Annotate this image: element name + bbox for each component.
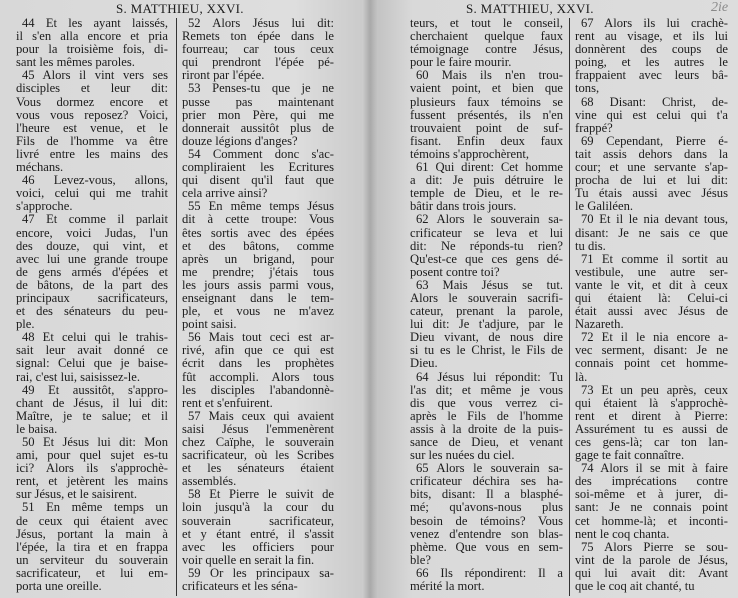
text-line: méchans. [16,161,64,175]
text-line: écrit dans les prophètes [182,357,334,371]
text-line: plusieurs faux témoins se [410,95,563,109]
text-line: vint de la parole de Jésus, [575,553,728,567]
text-line: voir quelle en serait la fin. [182,553,315,567]
text-line: trouvaient point de suf- [410,121,563,135]
text-line: témoins s'approchèrent, [410,147,530,161]
text-line: crificateur déchira ses ha- [410,475,563,489]
text-line: connais point cet homme- [575,357,728,371]
text-line: 73 Et un peu après, ceux [581,383,728,397]
text-line: chez Caïphe, le souverain [182,436,334,449]
text-line: bits, disant: Il a blasphé- [410,488,563,502]
text-line: et les sénateurs étaient [182,462,334,476]
text-line: qui lui avait dit: Avant [575,566,728,580]
text-line: 68 Disant: Christ, de- [581,95,728,109]
text-line: sant les mêmes paroles. [16,56,135,70]
text-line: 51 En même temps un [22,501,168,515]
right-running-header: S. MATTHIEU, XXVI. [466,1,594,16]
text-line: donnerait aussitôt plus de [182,121,334,135]
book-gutter [362,0,378,598]
text-line: 46 Levez-vous, allons, [22,174,168,188]
text-line: sur les nuées du ciel. [410,449,515,463]
text-line: le baisa. [16,422,58,436]
text-line: tu dis. [575,239,606,253]
text-line: porta une oreille. [16,580,102,594]
text-line: Tu étais aussi avec Jésus [575,187,728,201]
text-line: des douze, qui vint, et [16,239,168,253]
text-line: riront par l'épée. [182,69,265,83]
text-line: Assurément tu es aussi de [575,422,728,436]
text-line: fussent présentés, ils n'en [410,108,563,122]
text-line: tons, [575,82,600,96]
text-line: saisi Jésus l'emmenèrent [182,422,334,436]
text-line: chant de Jésus, il lui dit: [16,396,168,410]
text-line: et des bâtons, comme [182,239,334,253]
text-line: 70 Et il le nia devant tous, [581,213,728,227]
text-line: 55 En même temps Jésus [188,200,334,214]
text-column-2 [182,17,334,593]
text-line: des imprécations contre [575,475,728,489]
text-line: vestibule, une autre ser- [575,265,728,279]
text-line: 54 Comment donc s'ac- [188,147,334,161]
column-rule [176,18,177,596]
text-line: cela arrive ainsi? [182,187,268,201]
text-line: encore, voici Judas, l'un [16,226,168,240]
text-line: phème. Que vous en sem- [410,540,563,554]
text-line: les disciples l'abandonnè- [182,383,334,397]
text-line: était aussi avec Jésus de [575,305,728,319]
text-line: 57 Mais ceux qui avaient [188,409,334,423]
text-line: 74 Alors il se mit à faire [581,462,728,476]
text-column-3 [410,17,563,593]
text-line: avec lui une grande troupe [16,252,168,266]
text-line: Jésus, portant la main à [16,527,168,541]
text-column-4 [575,17,728,593]
text-line: disant: Je ne sais ce que [575,226,728,240]
text-line: qui étaient là: Celui-ci [575,291,728,305]
text-line: teurs, et tout le conseil, [410,17,563,30]
text-line: 72 Et il le nia encore a- [581,331,728,345]
text-line: 67 Alors ils lui crachè- [581,17,728,30]
text-line: bâtir dans trois jours. [410,200,517,214]
text-line: 75 Alors Pierre se sou- [581,540,728,554]
text-line: 60 Mais ils n'en trou- [416,69,563,83]
text-line: après le Fils de l'homme [410,409,563,423]
text-line: de gens armés d'épées et [16,265,168,279]
text-line: procha de lui et lui dit: [575,174,728,188]
text-line: signal: Celui que je baise- [16,357,168,371]
text-line: poing, et les autres le [575,56,728,70]
text-line: Fils de l'homme va être [16,134,168,148]
text-line: cet homme-là; et inconti- [575,514,728,528]
text-line: fourreau; car tous ceux [182,43,334,57]
text-line: 63 Mais Jésus se tut. [416,278,563,292]
text-line: le Galiléen. [575,200,634,214]
text-line: là. [575,370,588,384]
text-line: 64 Jésus lui répondit: Tu [416,370,563,384]
text-line: tait assis dehors dans la [575,147,728,161]
text-line: sant: Je ne connais point [575,501,728,515]
text-line: il s'en alla encore et pria [16,30,168,44]
text-line: 58 Et Pierre le suivit de [188,488,334,502]
text-line: un serviteur du souverain [16,553,168,567]
text-line: lui dit: Je t'adjure, par le [410,318,563,332]
text-line: cateur, prenant la parole, [410,305,563,319]
text-line: ple, et vous ne m'avez [182,305,334,319]
text-line: ple. [16,318,35,332]
text-line: vine qui est celui qui t'a [575,108,728,122]
text-line: 65 Alors le souverain sa- [416,462,563,476]
text-line: frappé? [575,121,613,135]
text-line: 53 Penses-tu que je ne [188,82,334,96]
text-line: Dieu. [410,357,438,371]
text-line: rent et dirent à Pierre: [575,409,728,423]
text-line: ici? Alors ils s'approchè- [16,462,168,476]
text-line: posent contre toi? [410,265,500,279]
text-line: 66 Ils répondirent: Il a [416,566,563,580]
text-line: qui prendront l'épée pé- [182,56,334,70]
text-line: disciples et leur dit: [16,82,168,96]
text-column-1 [16,17,168,593]
text-line: assis à la droite de la puis- [410,422,563,436]
text-line: frappaient avec leurs bâ- [575,69,728,83]
text-line: assemblés. [182,475,237,489]
text-line: que le coq ait chanté, tu [575,580,695,594]
text-line: rent au visage, et ils lui [575,30,728,44]
text-line: mérité la mort. [410,580,485,594]
text-line: Maître, je te salue; et il [16,409,168,423]
text-line: venez d'entendre son blas- [410,527,563,541]
text-line: Remets ton épée dans le [182,30,334,44]
text-line: si tu es le Christ, le Fils de [410,344,563,358]
text-line: ami, pour quel sujet es-tu [16,449,168,463]
text-line: me prendre; j'étais tous [182,265,334,279]
text-line: sance de Dieu, et venant [410,436,563,449]
text-line: dit à cette troupe: Vous [182,213,334,227]
text-line: 69 Cependant, Pierre é- [581,134,728,148]
text-line: les jours assis parmi vous, [182,278,334,292]
text-line: gage te fait connaître. [575,449,685,463]
text-line: 48 Et celui qui le trahis- [22,331,168,345]
text-line: 56 Mais tout ceci est ar- [188,331,334,345]
text-line: fût accompli. Alors tous [182,370,334,384]
text-line: qui étaient là s'approchè- [575,396,728,410]
text-line: s'approche. [16,200,73,214]
text-line: mé; qu'avons-nous plus [410,501,563,515]
text-line: point saisi. [182,318,237,332]
text-line: dis que vous verrez ci- [410,396,563,410]
text-line: Qu'est-ce que ces gens dé- [410,252,563,266]
text-line: pusse pas maintenant [182,95,334,109]
text-line: livré entre les mains des [16,147,168,161]
text-line: sacrificateur, où les Scribes [182,449,334,463]
text-line: rent et s'enfuirent. [182,396,273,410]
text-line: Nazareth. [575,318,624,332]
text-line: sait leur avait donné ce [16,344,168,358]
text-line: 44 Et les ayant laissés, [22,17,168,30]
text-line: rai, c'est lui, saisissez-le. [16,370,140,384]
text-line: vante le vit, et dit à ceux [575,278,728,292]
text-line: Alors le souverain sacrifi- [410,291,563,305]
text-line: crificateurs et les séna- [182,580,298,594]
text-line: dit: Ne réponds-tu rien? [410,239,563,253]
text-line: 45 Alors il vint vers ses [22,69,168,83]
text-line: nent le coq chanta. [575,527,670,541]
text-line: prier mon Père, qui me [182,108,334,122]
text-line: Vous dormez encore et [16,95,168,109]
text-line: avec les officiers pour [182,540,334,554]
text-line: enseignant dans le tem- [182,291,334,305]
text-line: sacrificateur, et lui em- [16,566,168,580]
text-line: sur Jésus, et le saisirent. [16,488,138,502]
text-line: crificateur se leva et lui [410,226,563,240]
text-line: rent, et jetèrent les mains [16,475,168,489]
text-line: 50 Et Jésus lui dit: Mon [22,436,168,449]
text-line: et y étant entré, il s'assit [182,527,334,541]
left-running-header: S. MATTHIEU, XXVI. [116,1,244,16]
text-line: rivé, afin que ce qui est [182,344,334,358]
column-rule [569,18,570,596]
text-line: témoignage contre Jésus, [410,43,563,57]
text-line: pour la troisième fois, di- [16,43,168,57]
text-line: loin jusqu'à la cour du [182,501,334,515]
text-line: 61 Qui dirent: Cet homme [416,161,563,175]
text-line: principaux sacrificateurs, [16,291,168,305]
text-line: voici, celui qui me trahit [16,187,168,201]
text-line: besoin de témoins? Vous [410,514,563,528]
text-line: 59 Or les principaux sa- [188,566,334,580]
text-line: 47 Et comme il parlait [22,213,168,227]
text-line: donnèrent des coups de [575,43,728,57]
text-line: cherchaient quelque faux [410,30,563,44]
text-line: compliraient les Ecritures [182,161,334,175]
text-line: de bâtons, de la part des [16,278,168,292]
text-line: souverain sacrificateur, [182,514,334,528]
text-line: vec serment, disant: Je ne [575,344,728,358]
text-line: l'heure est venue, et le [16,121,168,135]
text-line: ces gens-là; car ton lan- [575,436,728,449]
text-line: 49 Et aussitôt, s'appro- [22,383,168,397]
text-line: 71 Et comme il sortit au [581,252,728,266]
text-line: qui disent qu'il faut que [182,174,334,188]
text-line: l'as dit; et même je vous [410,383,563,397]
text-line: de ceux qui étaient avec [16,514,168,528]
pencil-page-mark: 2ie [711,0,729,15]
text-line: cour; et une servante s'ap- [575,161,728,175]
text-line: a dit: Je puis détruire le [410,174,563,188]
text-line: vaient point, et bien que [410,82,563,96]
text-line: temple de Dieu, et le re- [410,187,563,201]
text-line: ble? [410,553,431,567]
text-line: vous vous reposez? Voici, [16,108,168,122]
text-line: après un brigand, pour [182,252,334,266]
text-line: et des sénateurs du peu- [16,305,168,319]
text-line: pour le faire mourir. [410,56,512,70]
text-line: fisant. Enfin deux faux [410,134,563,148]
text-line: 52 Alors Jésus lui dit: [188,17,334,30]
text-line: 62 Alors le souverain sa- [416,213,563,227]
text-line: douze légions d'anges? [182,134,298,148]
text-line: êtes sortis avec des épées [182,226,334,240]
text-line: soi-même et à jurer, di- [575,488,728,502]
text-line: l'épée, la tira et en frappa [16,540,168,554]
text-line: Dieu vivant, de nous dire [410,331,563,345]
